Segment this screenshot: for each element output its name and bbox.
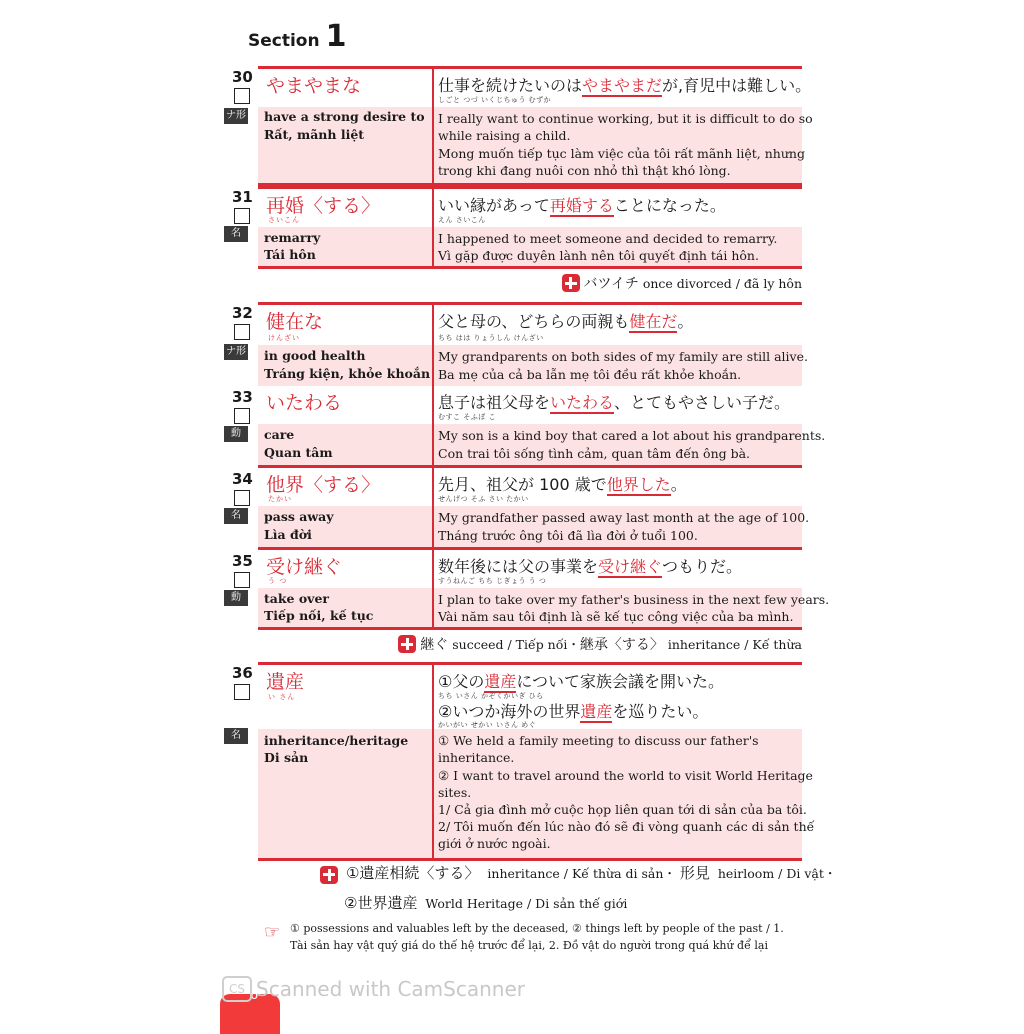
headword: 再婚〈する〉 bbox=[266, 195, 381, 217]
example-translation: inheritance. bbox=[438, 750, 515, 765]
headword: 他界〈する〉 bbox=[266, 474, 381, 496]
definition-vietnamese: Di sản bbox=[264, 750, 309, 765]
headword-reading: たかい bbox=[268, 495, 292, 503]
vocab-entry-36 bbox=[224, 662, 815, 858]
example-reading: えん さいこん bbox=[438, 216, 486, 224]
example-translation: 1/ Cả gia đình mở cuộc họp liên quan tới di sản của ba tôi. bbox=[438, 802, 807, 817]
part-of-speech-badge: 動 bbox=[224, 426, 248, 442]
example-reading: せんげつ そふ さい たかい bbox=[438, 495, 529, 503]
example-translation: I plan to take over my father's business in the next few years. bbox=[438, 592, 830, 607]
vocab-entry-33 bbox=[224, 386, 826, 468]
study-checkbox[interactable] bbox=[234, 88, 250, 104]
definition-english: have a strong desire to bbox=[264, 109, 425, 124]
related-note: ①遺産相続〈する〉 inheritance / Kế thừa di sản・ 形見 heirloom / Di vật・ bbox=[320, 862, 836, 884]
related-note: 継ぐ succeed / Tiếp nối・ 継承〈する〉 inheritance / Kế thừa bbox=[398, 634, 802, 654]
example-translation: I really want to continue working, but it is difficult to do so bbox=[438, 111, 813, 126]
headword: いたわる bbox=[266, 392, 343, 414]
part-of-speech-badge: 名 bbox=[224, 226, 248, 242]
example-japanese: 仕事を続けたいのはやまやまだが,育児中は難しい。 bbox=[438, 76, 812, 95]
definition-english: remarry bbox=[264, 230, 321, 245]
example-translation: while raising a child. bbox=[438, 128, 571, 143]
entry-number: 36 bbox=[232, 664, 253, 682]
entry-number: 32 bbox=[232, 304, 253, 322]
example-reading: ちち はは りょうしん けんざい bbox=[438, 334, 544, 342]
camscanner-watermark: CS Scanned with CamScanner bbox=[222, 976, 525, 1002]
entry-number: 30 bbox=[232, 68, 253, 86]
example-translation: Tháng trước ông tôi đã lìa đời ở tuổi 100. bbox=[438, 528, 698, 543]
example-translation: Ba mẹ của cả ba lẫn mẹ tôi đều rất khỏe khoắn. bbox=[438, 367, 742, 382]
definition-english: pass away bbox=[264, 509, 334, 524]
camscanner-logo-icon: CS bbox=[222, 976, 252, 1002]
headword-reading: けんざい bbox=[268, 334, 300, 342]
example-translation: I happened to meet someone and decided to remarry. bbox=[438, 231, 778, 246]
study-checkbox[interactable] bbox=[234, 408, 250, 424]
example-translation: trong khi đang nuôi con nhỏ thì thật khó lòng. bbox=[438, 163, 731, 178]
plus-icon bbox=[320, 866, 338, 884]
example-japanese: ②いつか海外の世界遺産を巡りたい。 bbox=[438, 702, 709, 721]
example-reading: しごと つづ いくじちゅう むずか bbox=[438, 96, 552, 104]
pointing-hand-icon: ☞ bbox=[264, 922, 281, 943]
part-of-speech-badge: ナ形 bbox=[224, 344, 248, 360]
headword-reading: さいこん bbox=[268, 216, 300, 224]
entry-number: 33 bbox=[232, 388, 253, 406]
example-translation: Vì gặp được duyên lành nên tôi quyết định tái hôn. bbox=[438, 248, 759, 263]
definition-vietnamese: Rất, mãnh liệt bbox=[264, 127, 365, 142]
plus-icon bbox=[398, 635, 416, 653]
headword: やまやまな bbox=[266, 75, 362, 97]
definition-english: take over bbox=[264, 591, 329, 606]
study-checkbox[interactable] bbox=[234, 324, 250, 340]
entry-number: 34 bbox=[232, 470, 253, 488]
definition-english: in good health bbox=[264, 348, 366, 363]
usage-note: ① possessions and valuables left by the deceased, ② things left by people of the past / 1. Tài sản hay vật quý giá do thế hệ trước để lại, 2. Đồ vật do người trong quá khứ để lại bbox=[290, 922, 784, 952]
study-checkbox[interactable] bbox=[234, 208, 250, 224]
study-checkbox[interactable] bbox=[234, 490, 250, 506]
example-translation: Con trai tôi sống tình cảm, quan tâm đến ông bà. bbox=[438, 446, 751, 461]
example-translation: sites. bbox=[438, 785, 472, 800]
page-number: 6 bbox=[250, 988, 259, 1003]
headword-reading: う つ bbox=[268, 577, 288, 585]
study-checkbox[interactable] bbox=[234, 684, 250, 700]
example-japanese: 息子は祖父母をいたわる、とてもやさしい子だ。 bbox=[438, 393, 791, 412]
example-translation: My grandfather passed away last month at the age of 100. bbox=[438, 510, 810, 525]
study-checkbox[interactable] bbox=[234, 572, 250, 588]
part-of-speech-badge: 名 bbox=[224, 508, 248, 524]
vocab-entry-31 bbox=[224, 186, 802, 266]
vocab-entry-35 bbox=[224, 550, 830, 632]
example-japanese: ①父の遺産について家族会議を開いた。 bbox=[438, 672, 725, 691]
example-translation: Vài năm sau tôi định là sẽ kế tục công việc của ba mình. bbox=[438, 609, 794, 624]
example-japanese: 先月、祖父が 100 歳で他界した。 bbox=[438, 475, 687, 494]
example-japanese: いい縁があって再婚することになった。 bbox=[438, 196, 726, 215]
related-note: ②世界遺産 World Heritage / Di sản thế giới bbox=[344, 894, 628, 912]
entry-number: 35 bbox=[232, 552, 253, 570]
part-of-speech-badge: ナ形 bbox=[224, 108, 248, 124]
definition-vietnamese: Lìa đời bbox=[264, 527, 312, 542]
definition-vietnamese: Tráng kiện, khỏe khoắn bbox=[264, 366, 431, 381]
example-reading: むすこ そふぼ こ bbox=[438, 413, 496, 421]
part-of-speech-badge: 動 bbox=[224, 590, 248, 606]
definition-vietnamese: Tái hôn bbox=[264, 247, 316, 262]
plus-icon bbox=[562, 274, 580, 292]
headword: 受け継ぐ bbox=[266, 556, 343, 578]
related-note: バツイチ once divorced / đã ly hôn bbox=[562, 273, 802, 293]
example-translation: giới ở nước ngoài. bbox=[438, 836, 551, 851]
example-translation: My son is a kind boy that cared a lot about his grandparents. bbox=[438, 428, 826, 443]
example-translation: ② I want to travel around the world to visit World Heritage bbox=[438, 768, 813, 783]
vocab-entry-32 bbox=[224, 302, 808, 386]
entry-number: 31 bbox=[232, 188, 253, 206]
definition-english: care bbox=[264, 427, 295, 442]
example-translation: Mong muốn tiếp tục làm việc của tôi rất mãnh liệt, nhưng bbox=[438, 146, 805, 161]
section-title: Section 1 bbox=[248, 19, 347, 54]
example-translation: 2/ Tôi muốn đến lúc nào đó sẽ đi vòng quanh các di sản thế bbox=[438, 819, 815, 834]
example-japanese: 父と母の、どちらの両親も健在だ。 bbox=[438, 312, 694, 331]
example-translation: My grandparents on both sides of my family are still alive. bbox=[438, 349, 808, 364]
example-reading: すうねんご ちち じぎょう う つ bbox=[438, 577, 547, 585]
example-translation: ① We held a family meeting to discuss our father's bbox=[438, 733, 759, 748]
example-reading: ちち いさん かぞくかいぎ ひら bbox=[438, 692, 544, 700]
definition-vietnamese: Tiếp nối, kế tục bbox=[264, 608, 374, 623]
vocab-entry-30 bbox=[224, 66, 813, 186]
headword: 遺産 bbox=[266, 671, 305, 693]
vocab-entry-34 bbox=[224, 468, 810, 550]
headword-reading: い さん bbox=[268, 693, 296, 701]
headword: 健在な bbox=[266, 311, 324, 333]
part-of-speech-badge: 名 bbox=[224, 728, 248, 744]
definition-english: inheritance/heritage bbox=[264, 733, 409, 748]
definition-vietnamese: Quan tâm bbox=[264, 445, 333, 460]
example-japanese: 数年後には父の事業を受け継ぐつもりだ。 bbox=[438, 557, 743, 576]
example-reading: かいがい せかい いさん めぐ bbox=[438, 721, 537, 729]
